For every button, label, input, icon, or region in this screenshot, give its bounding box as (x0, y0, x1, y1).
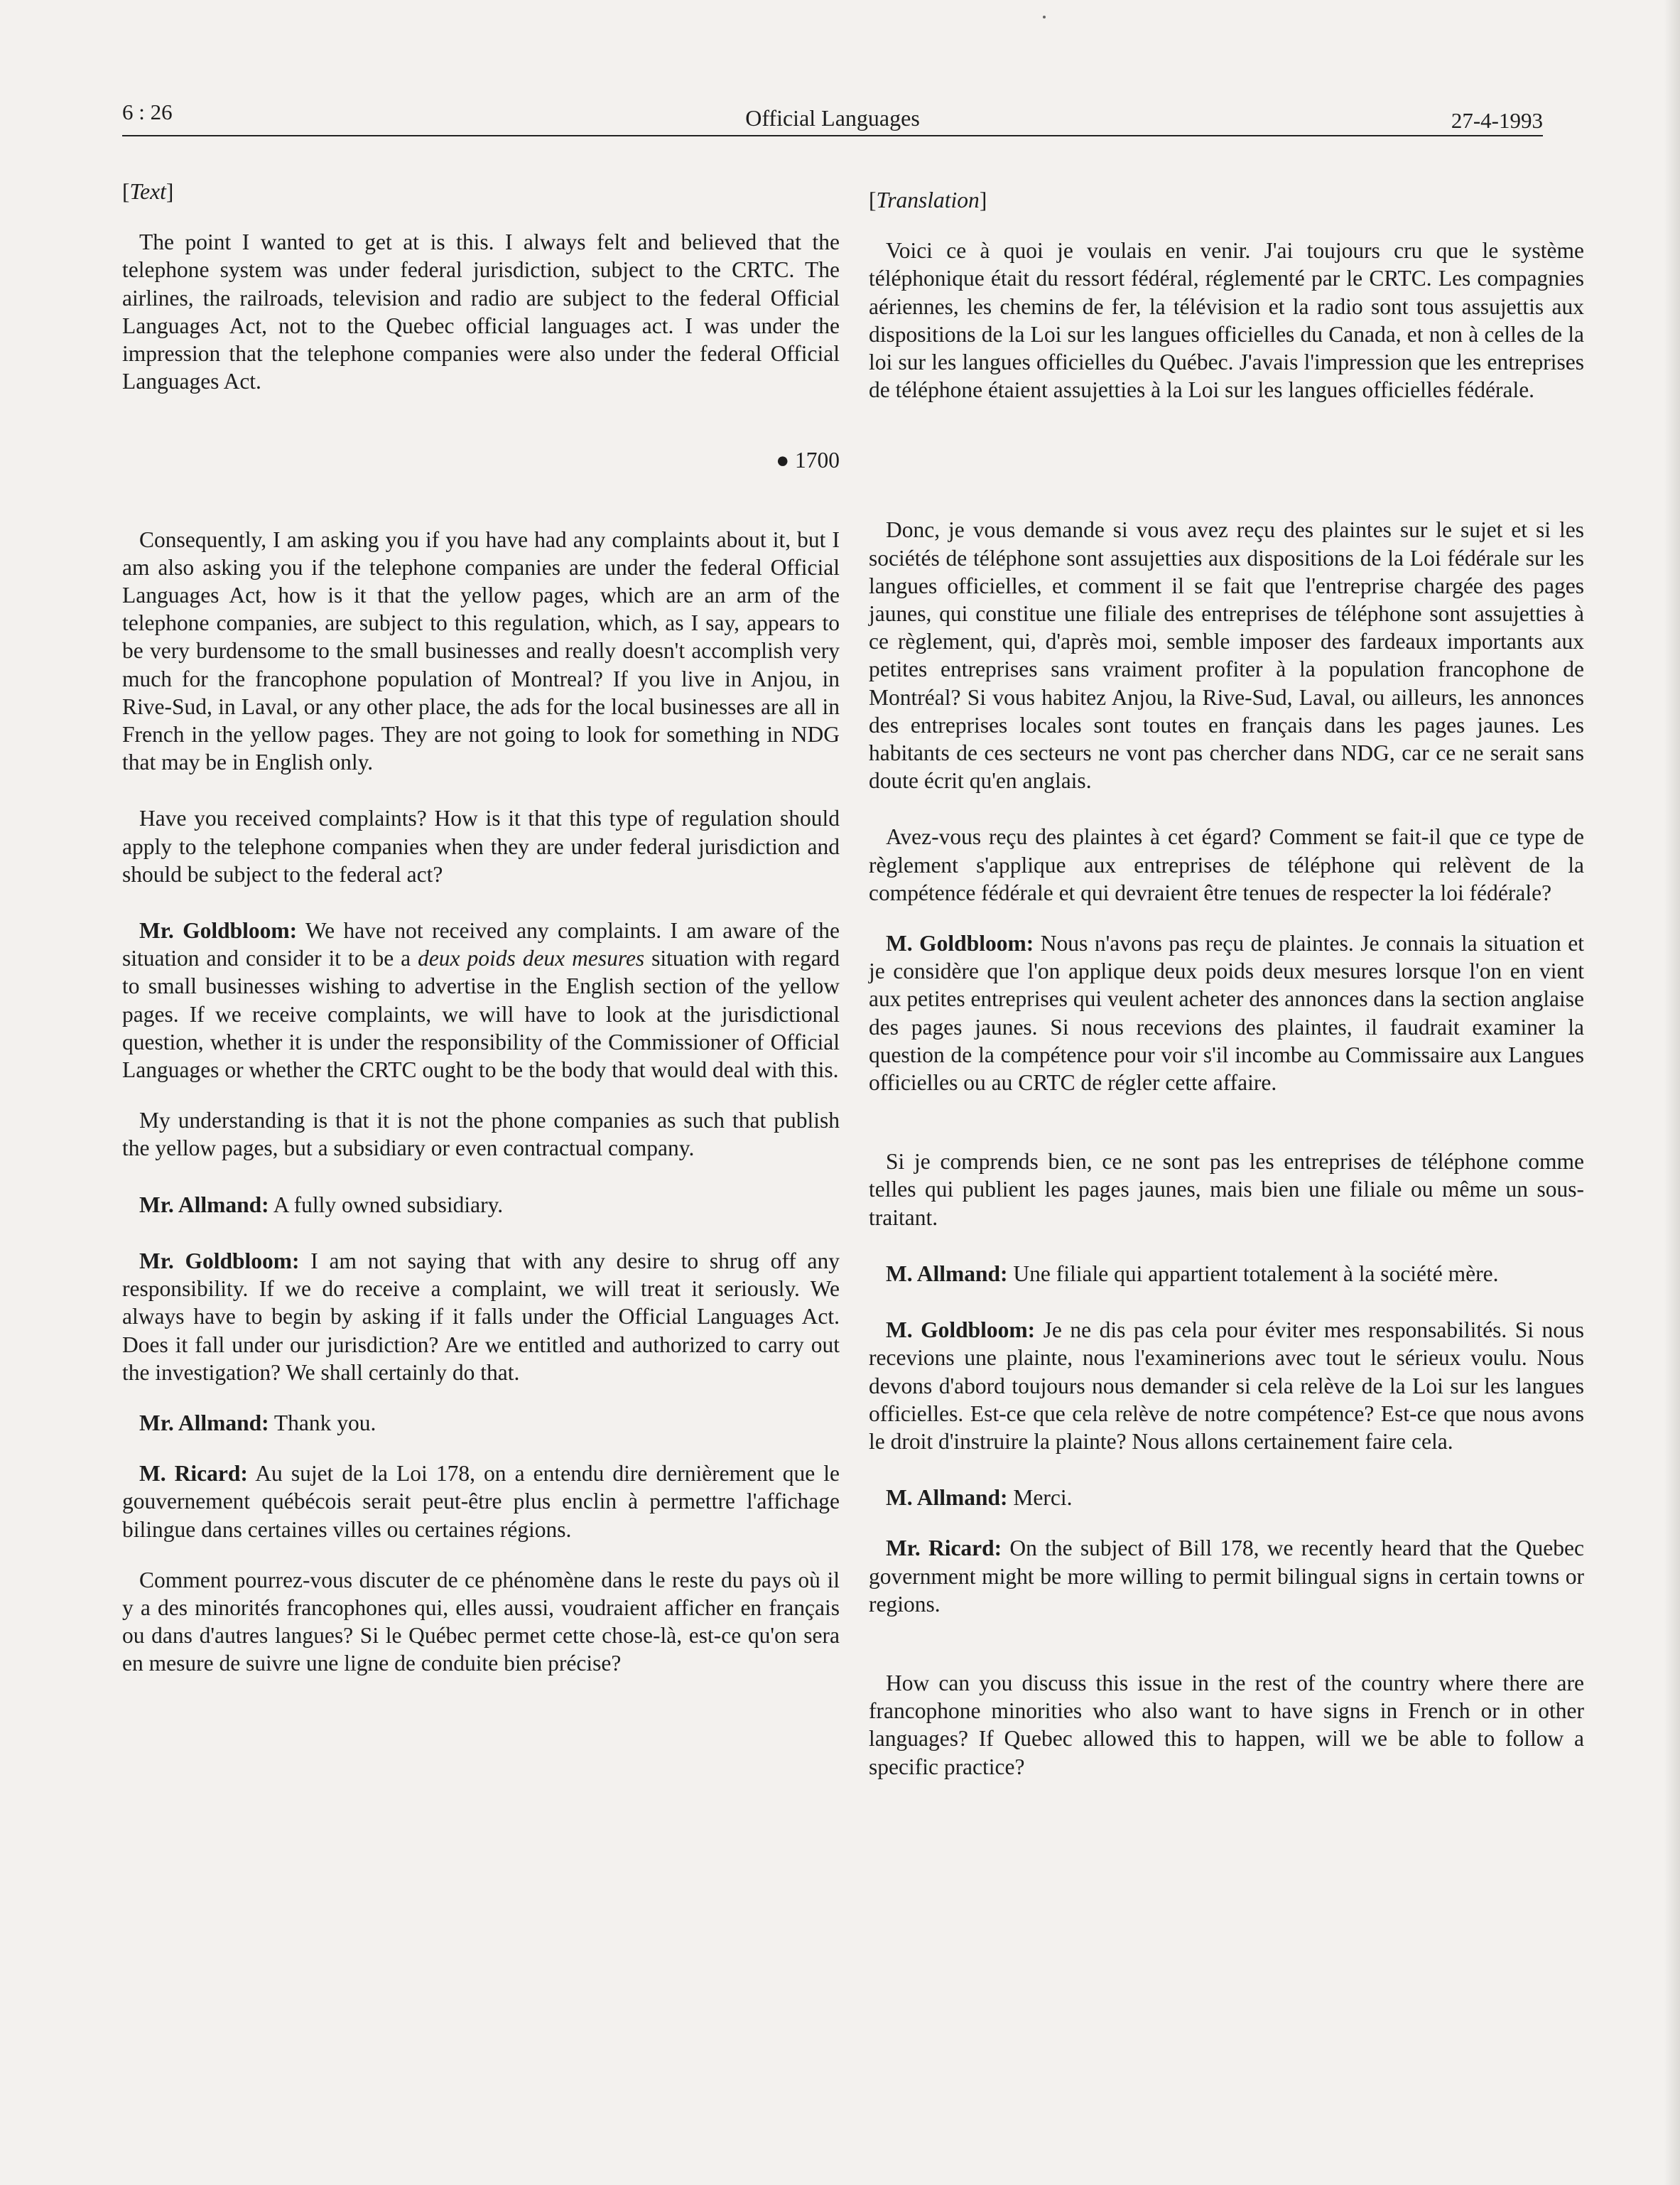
speaker-paragraph (122, 917, 840, 1084)
label-text: Text (129, 179, 166, 204)
speech-text: We have not received any complaints. I am aware of the situation and consider it to be a (122, 918, 840, 971)
bracket-close: ] (166, 179, 174, 204)
speaker-name: M. Allmand: (886, 1485, 1008, 1511)
speaker-name: M. Goldbloom: (886, 1317, 1036, 1343)
paragraph: My understanding is that it is not the phone companies as such that publish the yellow pages, but a subsidiary or even contractual company. (122, 1108, 840, 1161)
speaker-paragraph (869, 1484, 1584, 1511)
paragraph: Voici ce à quoi je voulais en venir. J'ai toujours cru que le système téléphonique était du ressort fédéral, réglementé par le CRTC. Les compagnies aériennes, les chemins de fer, la télévision et la radio sont tous assujettis aux dispositions de la Loi sur les langues officielles du Canada, et non à celles de la loi sur les langues officielles du Québec. J'avais l'impression que les entreprises de téléphone étaient assujetties à la Loi sur les langues officielles fédérale. (869, 238, 1584, 403)
paragraph: Have you received complaints? How is it that this type of regulation should apply to the telephone companies when they are under federal jurisdiction and should be subject to the federal act? (122, 806, 840, 887)
speaker-name: Mr. Goldbloom: (139, 1248, 300, 1273)
speaker-name: Mr. Ricard: (886, 1536, 1002, 1561)
section-label (869, 186, 1584, 214)
timestamp: ● 1700 (776, 448, 840, 473)
paragraph: Si je comprends bien, ce ne sont pas les entreprises de téléphone comme telles qui publient les pages jaunes, mais bien une filiale ou même un sous-traitant. (869, 1149, 1584, 1230)
bracket-open: [ (122, 179, 130, 204)
speaker-paragraph (122, 1247, 840, 1386)
paragraph: Donc, je vous demande si vous avez reçu des plaintes sur le sujet et si les sociétés de téléphone sont assujetties aux dispositions de la Loi fédérale sur les langues officielles, et comment il se fait que l'entreprise chargée des pages jaunes, qui constitue une filiale des entreprises de téléphone sont assujetties à ce règlement, qui, d'après moi, semble imposer des fardeaux importants aux petites entreprises sans vraiment profiter à la population francophone de Montréal? Si vous habitez Anjou, la Rive-Sud, Laval, ou ailleurs, les annonces des entreprises locales sont toutes en français dans les pages jaunes. Les habitants de ces secteurs ne vont pas chercher dans NDG, car ce ne serait sans doute écrit qu'en anglais. (869, 517, 1584, 794)
header-date: 27-4-1993 (1451, 108, 1543, 133)
speech-text: Merci. (1013, 1485, 1073, 1511)
speech-text: I am not saying that with any desire to shrug off any responsibility. If we do receive a complaint, we will treat it seriously. We always have to begin by asking if it falls under the Official Languages Act. Does it fall under our jurisdiction? Are we entitled and authorized to carry out the investigation? We shall certainly do that. (122, 1248, 840, 1385)
speaker-name: Mr. Allmand: (139, 1192, 269, 1217)
paragraph: The point I wanted to get at is this. I always felt and believed that the telephone system was under federal jurisdiction, subject to the CRTC. The airlines, the railroads, television and radio are subject to the federal Official Languages Act, not to the Quebec official languages act. I was under the impression that the telephone companies were also under the federal Official Languages Act. (122, 230, 840, 394)
right-column (869, 186, 1584, 1781)
running-header (122, 92, 1543, 136)
speaker-name: Mr. Allmand: (139, 1410, 269, 1435)
speaker-name: M. Allmand: (886, 1261, 1008, 1286)
speaker-name: Mr. Goldbloom: (139, 918, 298, 944)
speaker-paragraph (869, 929, 1584, 1096)
bracket-open: [ (869, 188, 877, 212)
speech-text: Une filiale qui appartient totalement à la société mère. (1013, 1261, 1499, 1286)
header-title: Official Languages (745, 105, 920, 131)
speech-text: Nous n'avons pas reçu de plaintes. Je connais la situation et je considère que l'on applique deux poids deux mesures lorsque l'on en vient aux petites entreprises qui veulent acheter des annonces dans la section anglaise des pages jaunes. Si nous recevions des plaintes, il faudrait examiner la question de la compétence pour voir s'il incombe au Commissaire aux Langues officielles ou au CRTC de régler cette affaire. (869, 931, 1584, 1096)
speaker-paragraph (122, 1191, 840, 1219)
speaker-paragraph (122, 1460, 840, 1543)
bracket-close: ] (979, 188, 987, 212)
speech-text: A fully owned subsidiary. (273, 1192, 504, 1217)
speech-text: Thank you. (273, 1410, 376, 1435)
speaker-name: M. Goldbloom: (886, 931, 1034, 956)
speech-text: Je ne dis pas cela pour éviter mes responsabilités. Si nous recevions une plainte, nous l'examinerions avec tout le sérieux voulu. Nous devons d'abord toujours nous demander si cela relève de la Loi sur les langues officielles. Est-ce que cela relève de notre compétence? Est-ce que nous avons le droit d'instruire la plainte? Nous allons certainement faire cela. (869, 1317, 1584, 1454)
left-column (122, 178, 840, 1678)
page-edge-shadow (1664, 0, 1680, 2185)
speech-text: situation with regard to small businesses wishing to advertise in the English section of the yellow pages. If we receive complaints, we will have to look at the jurisdictional question, whether it is under the responsibility of the Commissioner of Official Languages or whether the CRTC ought to be the body that would deal with this. (122, 946, 840, 1083)
speaker-paragraph (869, 1534, 1584, 1618)
paragraph: Avez-vous reçu des plaintes à cet égard? Comment se fait-il que ce type de règlement s'applique aux entreprises de téléphone qui relèvent de la compétence fédérale et qui devraient être tenues de respecter la loi fédérale? (869, 824, 1584, 905)
paragraph: How can you discuss this issue in the rest of the country where there are francophone minorities who also want to have signs in French or in other languages? If Quebec allowed this to happen, will we be able to follow a specific practice? (869, 1670, 1584, 1779)
speaker-paragraph (869, 1316, 1584, 1455)
label-text: Translation (876, 188, 980, 212)
speck (1043, 16, 1046, 18)
speech-text: Au sujet de la Loi 178, on a entendu dire dernièrement que le gouvernement québécois serait peut-être plus enclin à permettre l'affichage bilingue dans certaines villes ou certaines régions. (122, 1461, 840, 1542)
speaker-paragraph (122, 1409, 840, 1437)
page-number: 6 : 26 (122, 99, 173, 124)
speaker-name: M. Ricard: (139, 1461, 248, 1487)
paragraph: Comment pourrez-vous discuter de ce phénomène dans le reste du pays où il y a des minorités francophones qui, elles aussi, voudraient afficher en français ou dans d'autres langues? Si le Québec permet cette chose-là, est-ce qu'on sera en mesure de suivre une ligne de conduite bien précise? (122, 1567, 840, 1676)
speech-text: On the subject of Bill 178, we recently heard that the Quebec government might be more willing to permit bilingual signs in certain towns or regions. (869, 1536, 1584, 1617)
section-label (122, 178, 840, 205)
paragraph: Consequently, I am asking you if you have had any complaints about it, but I am also asking you if the telephone companies are under the federal Official Languages Act, how is it that the yellow pages, which are an arm of the telephone companies, are subject to this regulation, which, as I say, appears to be very burdensome to the small businesses and really doesn't accomplish very much for the francophone population of Montreal? If you live in Anjou, in Rive-Sud, in Laval, or any other place, the ads for the local businesses are all in French in the yellow pages. They are not going to look for something in NDG that may be in English only. (122, 527, 840, 775)
speaker-paragraph (869, 1260, 1584, 1288)
italic-phrase: deux poids deux mesures (418, 946, 645, 971)
